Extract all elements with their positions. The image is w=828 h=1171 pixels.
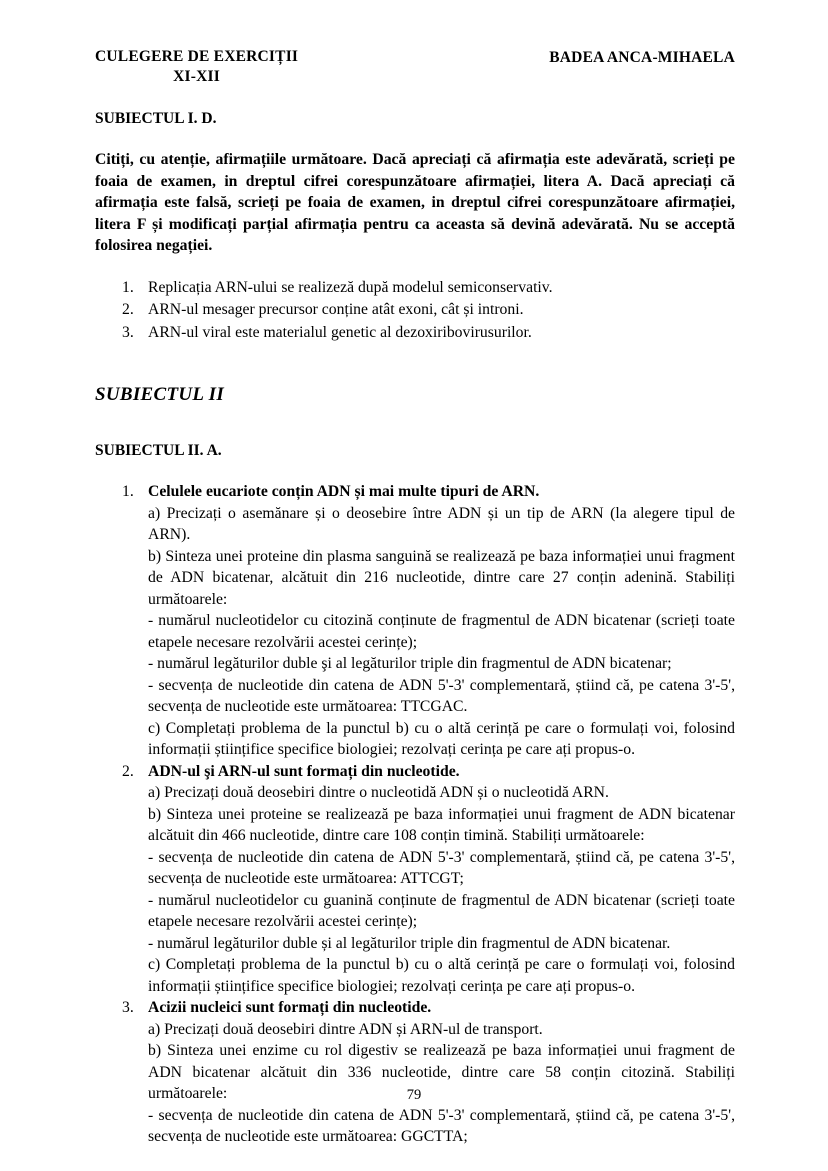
exercise-list [95, 481, 735, 1148]
exercise-line: a) Precizați o asemănare și o deosebire între ADN și un tip de ARN (la alegere tipul de ARN). [148, 504, 735, 543]
exercise-line: - numărul legăturilor duble şi al legăturilor triple din fragmentul de ADN bicatenar; [148, 655, 672, 672]
exercise-line: b) Sinteza unei proteine se realizează pe baza informației unui fragment de ADN bicatenar alcătuit din 466 nucleotide, dintre care 108 conțin timină. Stabiliți următoarele: [148, 805, 735, 844]
list-item [95, 997, 735, 1148]
list-item-text: ARN-ul viral este materialul genetic al dezoxiribovirusurilor. [148, 323, 532, 341]
list-marker: 3. [122, 999, 134, 1016]
list-marker: 2. [122, 301, 134, 318]
author-name: BADEA ANCA-MIHAELA [549, 49, 735, 66]
book-title-line-2: XI-XII [173, 68, 221, 85]
exercise-line: - secvența de nucleotide din catena de ADN 5'-3' complementară, știind că, pe catena 3'-5', secvența de nucleotide este următoarea: TTCGAC. [148, 676, 735, 715]
list-item [95, 277, 735, 299]
section-label-subiectul-i-d: SUBIECTUL I. D. [95, 110, 217, 127]
exercise-line: - secvența de nucleotide din catena de ADN 5'-3' complementară, știind că, pe catena 3'-5', secvența de nucleotide este următoarea: ATTCGT; [148, 848, 735, 887]
list-item [95, 322, 735, 344]
exercise-line: - numărul nucleotidelor cu citozină conținute de fragmentul de ADN bicatenar (scrieți toate etapele necesare rezolvării acestei cerințe); [148, 612, 735, 651]
list-item [95, 761, 735, 998]
exercise-lead: Acizii nucleici sunt formați din nucleotide. [148, 999, 432, 1016]
list-item-text: Replicația ARN-ului se realizeză după modelul semiconservativ. [148, 278, 553, 296]
exercise-line: a) Precizați două deosebiri dintre o nucleotidă ADN și o nucleotidă ARN. [148, 784, 609, 801]
page-number: 79 [406, 1087, 422, 1103]
page-content [95, 47, 735, 1148]
section-label-subiectul-ii-a: SUBIECTUL II. A. [95, 442, 222, 459]
statement-list [95, 277, 735, 344]
list-marker: 2. [122, 762, 134, 780]
exercise-line: - numărul nucleotidelor cu guanină conținute de fragmentul de ADN bicatenar (scrieți toate etapele necesare rezolvării acestei cerințe); [148, 891, 735, 930]
exercise-line: b) Sinteza unei enzime cu rol digestiv se realizează pe baza informației unui fragment de ADN bicatenar alcătuit din 336 nucleotide, dintre care 58 conțin citozină. Stabiliți următoarele: [148, 1042, 735, 1102]
list-marker: 1. [122, 278, 134, 296]
book-title [95, 47, 298, 87]
list-item [95, 299, 735, 321]
exercise-line: b) Sinteza unei proteine din plasma sanguină se realizează pe baza informației unui fragment de ADN bicatenar, alcătuit din 216 nucleotide, dintre care 27 conțin adenină. Stabiliți următoarele: [148, 547, 735, 608]
exercise-lead: ADN-ul şi ARN-ul sunt formați din nucleotide. [148, 762, 460, 780]
running-header [95, 47, 735, 87]
exercise-line: c) Completați problema de la punctul b) cu o altă cerință pe care o formulați voi, folosind informații științifice specifice biologiei; rezolvați cerința pe care ați propus-o. [148, 719, 735, 758]
exercise-line: - secvența de nucleotide din catena de ADN 5'-3' complementară, știind că, pe catena 3'-5', secvența de nucleotide este următoarea: GGCTTA; [148, 1106, 735, 1145]
list-item-text: ARN-ul mesager precursor conține atât exoni, cât și introni. [148, 301, 524, 318]
section-heading-subiectul-ii: SUBIECTUL II [95, 384, 225, 405]
exercise-line: - numărul legăturilor duble și al legăturilor triple din fragmentul de ADN bicatenar. [148, 934, 671, 952]
list-marker: 3. [122, 323, 134, 341]
exercise-lead: Celulele eucariote conțin ADN și mai multe tipuri de ARN. [148, 483, 540, 500]
list-marker: 1. [122, 483, 134, 500]
exercise-line: a) Precizați două deosebiri dintre ADN și ARN-ul de transport. [148, 1020, 543, 1038]
book-title-line-1: CULEGERE DE EXERCIȚII [95, 48, 299, 65]
instructions-paragraph: Citiți, cu atenție, afirmațiile următoare. Dacă apreciați că afirmația este adevărată, scrieți pe foaia de examen, in dreptul cifrei corespunzătoare afirmației, litera A. Dacă apreciați că afirmația este falsă, scrieți pe foaia de examen, in dreptul cifrei corespunzătoare afirmației, litera F și modificați parțial afirmația pentru ca aceasta să devină adevărată. Nu se acceptă folosirea negației. [95, 151, 735, 254]
exercise-line: c) Completați problema de la punctul b) cu o altă cerință pe care o formulați voi, folosind informații științifice specifice biologiei; rezolvați cerința pe care ați propus-o. [148, 956, 735, 995]
list-item [95, 481, 735, 761]
